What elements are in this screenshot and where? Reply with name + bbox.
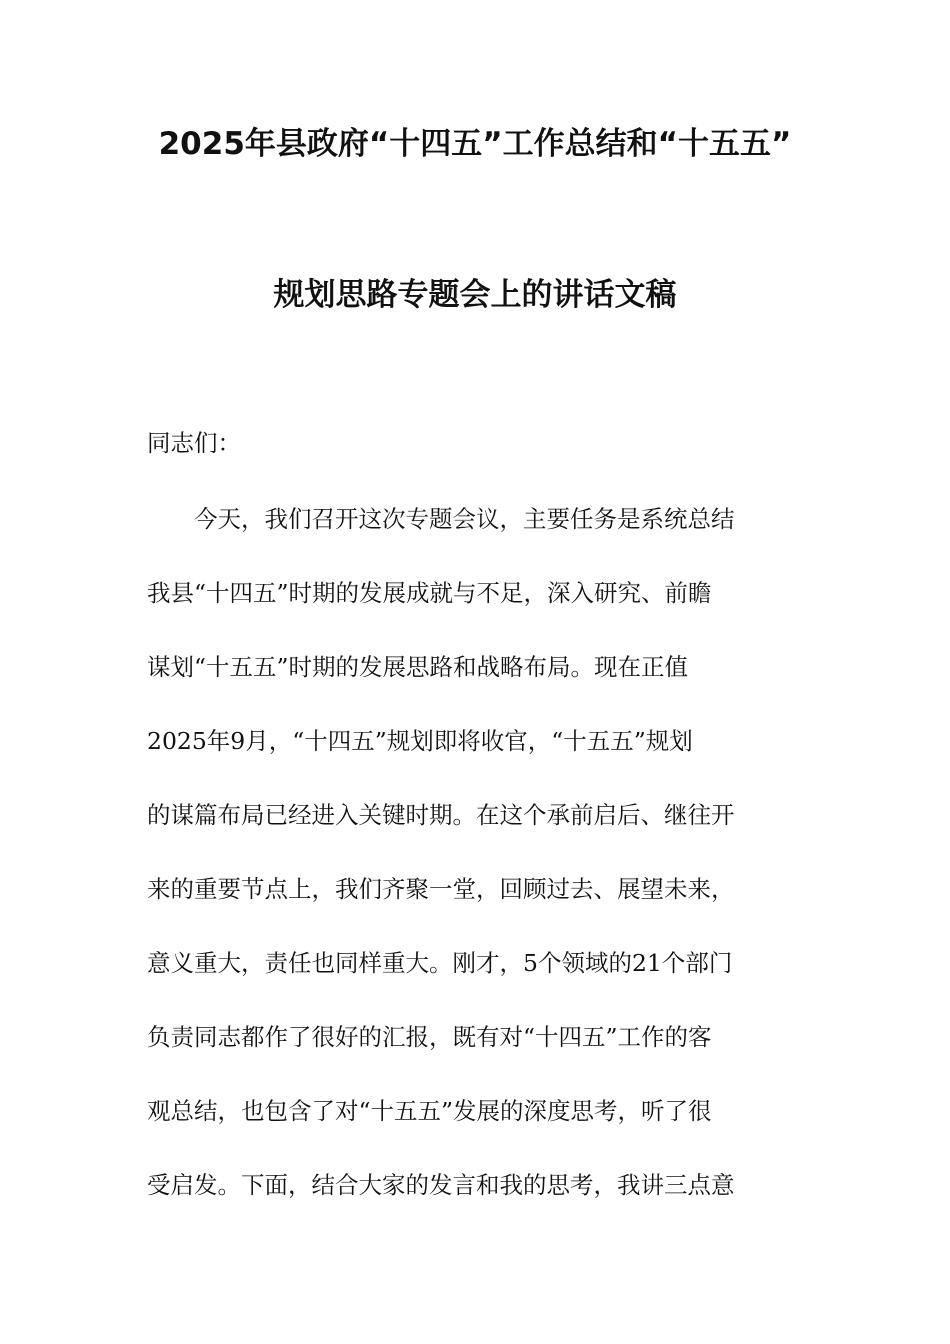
paragraph-line: 来的重要节点上，我们齐聚一堂，回顾过去、展望未来，	[147, 875, 735, 903]
paragraph-line: 2025年9月，“十四五”规划即将收官，“十五五”规划	[147, 727, 693, 755]
document-title-line-2: 规划思路专题会上的讲话文稿	[273, 277, 677, 313]
paragraph-line: 我县“十四五”时期的发展成就与不足，深入研究、前瞻	[147, 579, 712, 607]
paragraph-line: 谋划“十五五”时期的发展思路和战略布局。现在正值	[147, 653, 689, 681]
paragraph-line: 负责同志都作了很好的汇报，既有对“十四五”工作的客	[147, 1023, 712, 1051]
paragraph-line: 观总结，也包含了对“十五五”发展的深度思考，听了很	[147, 1097, 712, 1125]
paragraph-line: 的谋篇布局已经进入关键时期。在这个承前启后、继往开	[147, 801, 735, 829]
salutation: 同志们：	[147, 429, 241, 457]
document-title-line-1: 2025年县政府“十四五”工作总结和“十五五”	[158, 126, 792, 162]
paragraph-line: 今天，我们召开这次专题会议，主要任务是系统总结	[194, 505, 735, 533]
paragraph-line: 意义重大，责任也同样重大。刚才，5个领域的21个部门	[147, 949, 733, 977]
paragraph-line: 受启发。下面，结合大家的发言和我的思考，我讲三点意	[147, 1171, 735, 1199]
